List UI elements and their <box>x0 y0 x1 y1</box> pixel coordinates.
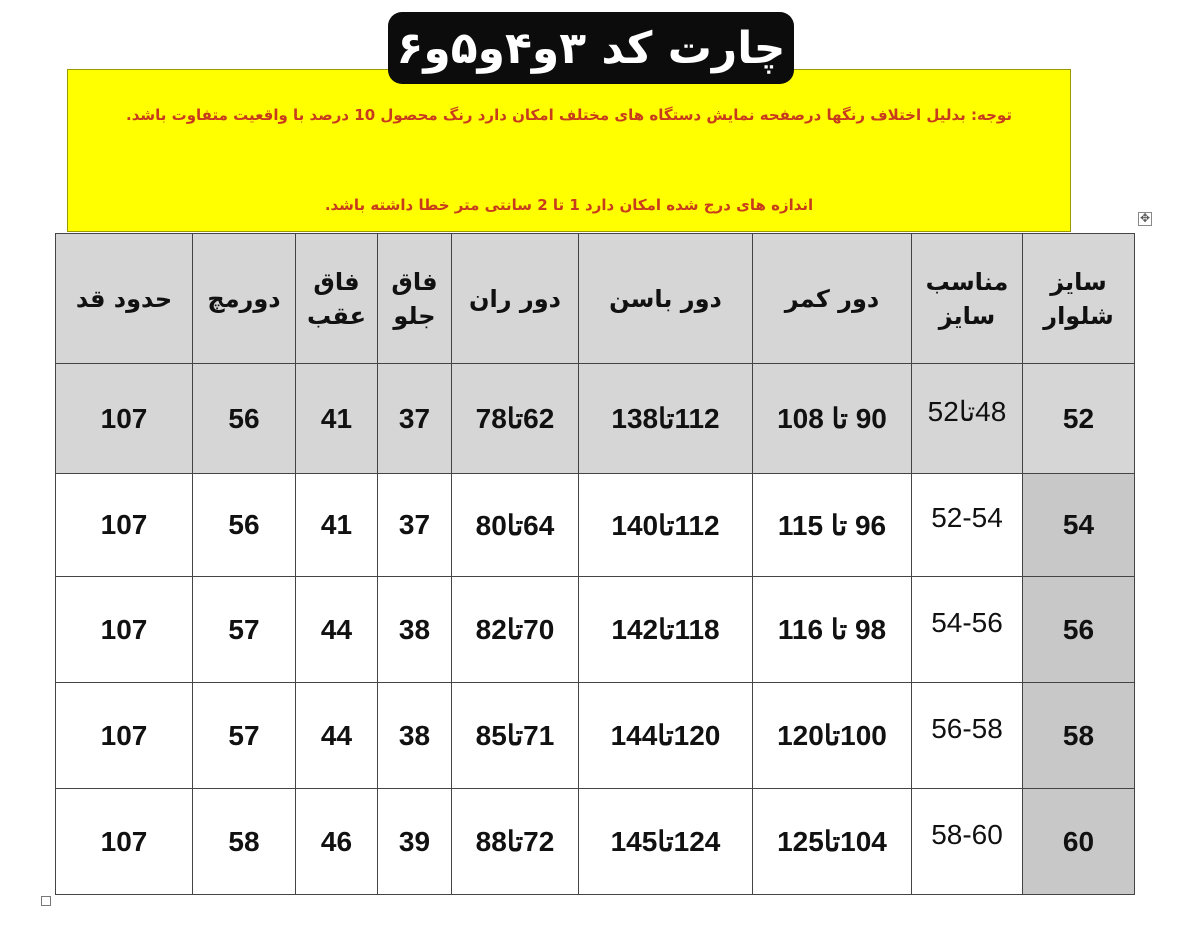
table-row <box>56 577 1135 683</box>
thigh-cell: 72تا88 <box>452 789 579 895</box>
header-ankle: دورمچ <box>193 234 296 364</box>
size-chart-table <box>55 233 1135 895</box>
fit-size-cell: 58-60 <box>912 789 1023 895</box>
fit-size-cell: 54-56 <box>912 577 1023 683</box>
header-front-rise: فاق جلو <box>378 234 452 364</box>
table-row <box>56 789 1135 895</box>
height-cell: 107 <box>56 364 193 474</box>
header-row <box>56 234 1135 364</box>
size-cell: 54 <box>1023 474 1135 577</box>
front-rise-cell: 37 <box>378 364 452 474</box>
header-waist: دور کمر <box>753 234 912 364</box>
thigh-cell: 64تا80 <box>452 474 579 577</box>
waist-cell: 100تا120 <box>753 683 912 789</box>
back-rise-cell: 41 <box>296 474 378 577</box>
ankle-cell: 57 <box>193 577 296 683</box>
size-cell: 52 <box>1023 364 1135 474</box>
waist-cell: 104تا125 <box>753 789 912 895</box>
header-fit-size: مناسب سایز <box>912 234 1023 364</box>
height-cell: 107 <box>56 683 193 789</box>
ankle-cell: 58 <box>193 789 296 895</box>
header-thigh: دور ران <box>452 234 579 364</box>
hip-cell: 118تا142 <box>579 577 753 683</box>
front-rise-cell: 39 <box>378 789 452 895</box>
ankle-cell: 57 <box>193 683 296 789</box>
header-height: حدود قد <box>56 234 193 364</box>
notice-box <box>67 69 1071 232</box>
waist-cell: 98 تا 116 <box>753 577 912 683</box>
table-row <box>56 364 1135 474</box>
back-rise-cell: 44 <box>296 577 378 683</box>
front-rise-cell: 38 <box>378 683 452 789</box>
hip-cell: 124تا145 <box>579 789 753 895</box>
back-rise-cell: 46 <box>296 789 378 895</box>
table-row <box>56 474 1135 577</box>
move-cross-icon[interactable]: ✥ <box>1139 211 1151 225</box>
thigh-cell: 70تا82 <box>452 577 579 683</box>
header-pants-size: سایز شلوار <box>1023 234 1135 364</box>
front-rise-cell: 38 <box>378 577 452 683</box>
resize-handle-icon[interactable] <box>41 896 51 906</box>
hip-cell: 120تا144 <box>579 683 753 789</box>
waist-cell: 90 تا 108 <box>753 364 912 474</box>
ankle-cell: 56 <box>193 364 296 474</box>
fit-size-cell: 56-58 <box>912 683 1023 789</box>
height-cell: 107 <box>56 789 193 895</box>
thigh-cell: 62تا78 <box>452 364 579 474</box>
hip-cell: 112تا140 <box>579 474 753 577</box>
back-rise-cell: 41 <box>296 364 378 474</box>
table-row <box>56 683 1135 789</box>
chart-title: چارت کد ۳و۴و۵و۶ <box>388 12 794 84</box>
ankle-cell: 56 <box>193 474 296 577</box>
size-cell: 60 <box>1023 789 1135 895</box>
header-hip: دور باسن <box>579 234 753 364</box>
hip-cell: 112تا138 <box>579 364 753 474</box>
size-cell: 56 <box>1023 577 1135 683</box>
notice-line-2: اندازه های درج شده امکان دارد 1 تا 2 سانتی متر خطا داشته باشد. <box>324 196 814 214</box>
front-rise-cell: 37 <box>378 474 452 577</box>
height-cell: 107 <box>56 474 193 577</box>
size-cell: 58 <box>1023 683 1135 789</box>
fit-size-cell: 52-54 <box>912 474 1023 577</box>
height-cell: 107 <box>56 577 193 683</box>
header-back-rise: فاق عقب <box>296 234 378 364</box>
fit-size-cell: 48تا52 <box>912 364 1023 474</box>
waist-cell: 96 تا 115 <box>753 474 912 577</box>
thigh-cell: 71تا85 <box>452 683 579 789</box>
notice-line-1: توجه: بدلیل اختلاف رنگها درصفحه نمایش دستگاه های مختلف امکان دارد رنگ محصول 10 درصد با واقعیت متفاوت باشد. <box>126 106 1012 124</box>
back-rise-cell: 44 <box>296 683 378 789</box>
